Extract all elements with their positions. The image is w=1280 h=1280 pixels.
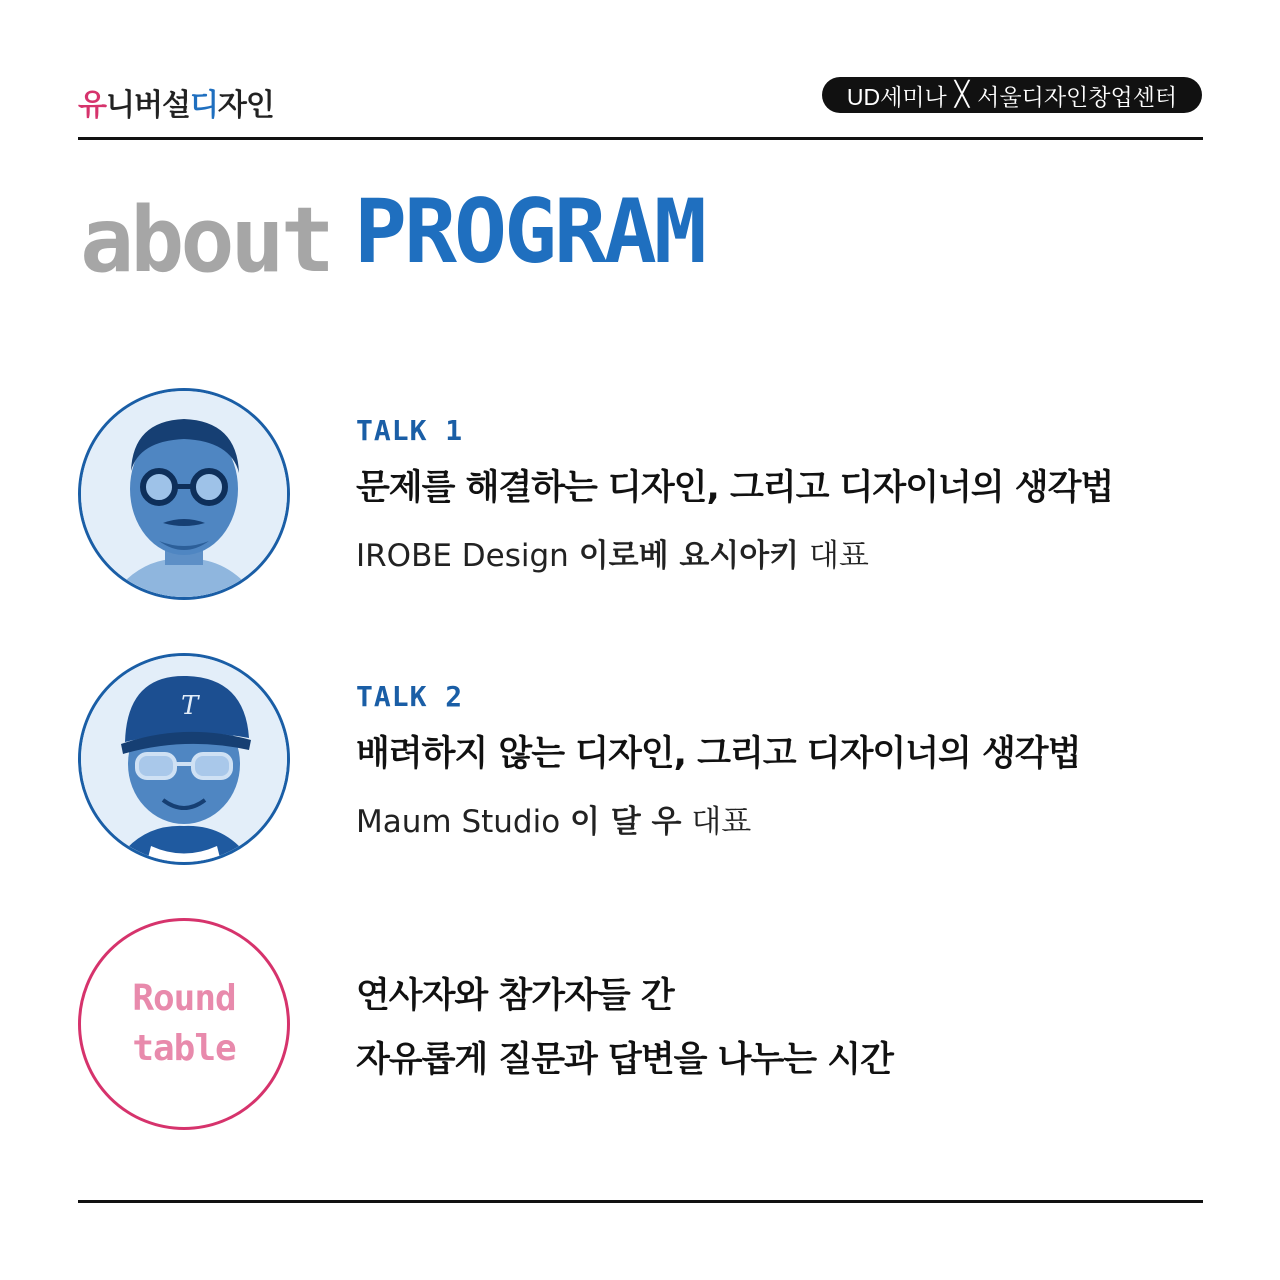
logo-char: 디 bbox=[189, 88, 218, 123]
talk-2-speaker bbox=[356, 796, 751, 841]
badge-right-text: 서울디자인창업센터 bbox=[977, 83, 1178, 110]
title-about: about bbox=[80, 188, 331, 293]
speaker-1-portrait bbox=[78, 388, 290, 600]
roundtable-badge bbox=[78, 918, 290, 1130]
logo-char: 니 bbox=[105, 88, 134, 123]
roundtable-badge-line2: table bbox=[132, 1028, 236, 1069]
event-badge bbox=[822, 77, 1202, 113]
speaker-1-portrait-image bbox=[81, 391, 287, 597]
roundtable-badge-line1: Round bbox=[132, 978, 236, 1019]
talk-2-org: Maum Studio bbox=[356, 804, 561, 840]
logo-char: 유 bbox=[78, 88, 106, 123]
logo-char: 인 bbox=[245, 88, 274, 123]
talk-2-title: 배려하지 않는 디자인, 그리고 디자이너의 생각법 bbox=[356, 734, 1081, 774]
speaker-2-portrait bbox=[78, 653, 290, 865]
top-divider bbox=[78, 137, 1203, 140]
talk-1-title: 문제를 해결하는 디자인, 그리고 디자이너의 생각법 bbox=[356, 468, 1114, 508]
talk-1-name: 이로베 요시아키 bbox=[578, 538, 800, 574]
universal-design-logo bbox=[78, 74, 274, 124]
talk-2-role: 대표 bbox=[691, 804, 752, 840]
roundtable-text-line2: 자유롭게 질문과 답변을 나누는 시간 bbox=[356, 1040, 893, 1080]
logo-char: 설 bbox=[161, 88, 190, 123]
talk-1-label: TALK 1 bbox=[356, 414, 464, 447]
logo-char: 자 bbox=[217, 88, 246, 123]
svg-text:T: T bbox=[181, 691, 199, 721]
title-program: PROGRAM bbox=[354, 180, 704, 283]
talk-2-label: TALK 2 bbox=[356, 680, 464, 713]
cross-icon: ╳ bbox=[954, 81, 970, 108]
talk-2-name: 이 달 우 bbox=[570, 804, 682, 840]
logo-char: 버 bbox=[133, 88, 162, 123]
badge-left-text: UD세미나 bbox=[846, 83, 947, 110]
speaker-2-portrait-image bbox=[81, 656, 287, 862]
talk-1-org: IROBE Design bbox=[356, 538, 569, 574]
roundtable-text-line1: 연사자와 참가자들 간 bbox=[356, 976, 674, 1016]
bottom-divider bbox=[78, 1200, 1203, 1203]
talk-1-speaker bbox=[356, 530, 869, 575]
talk-1-role: 대표 bbox=[808, 538, 869, 574]
